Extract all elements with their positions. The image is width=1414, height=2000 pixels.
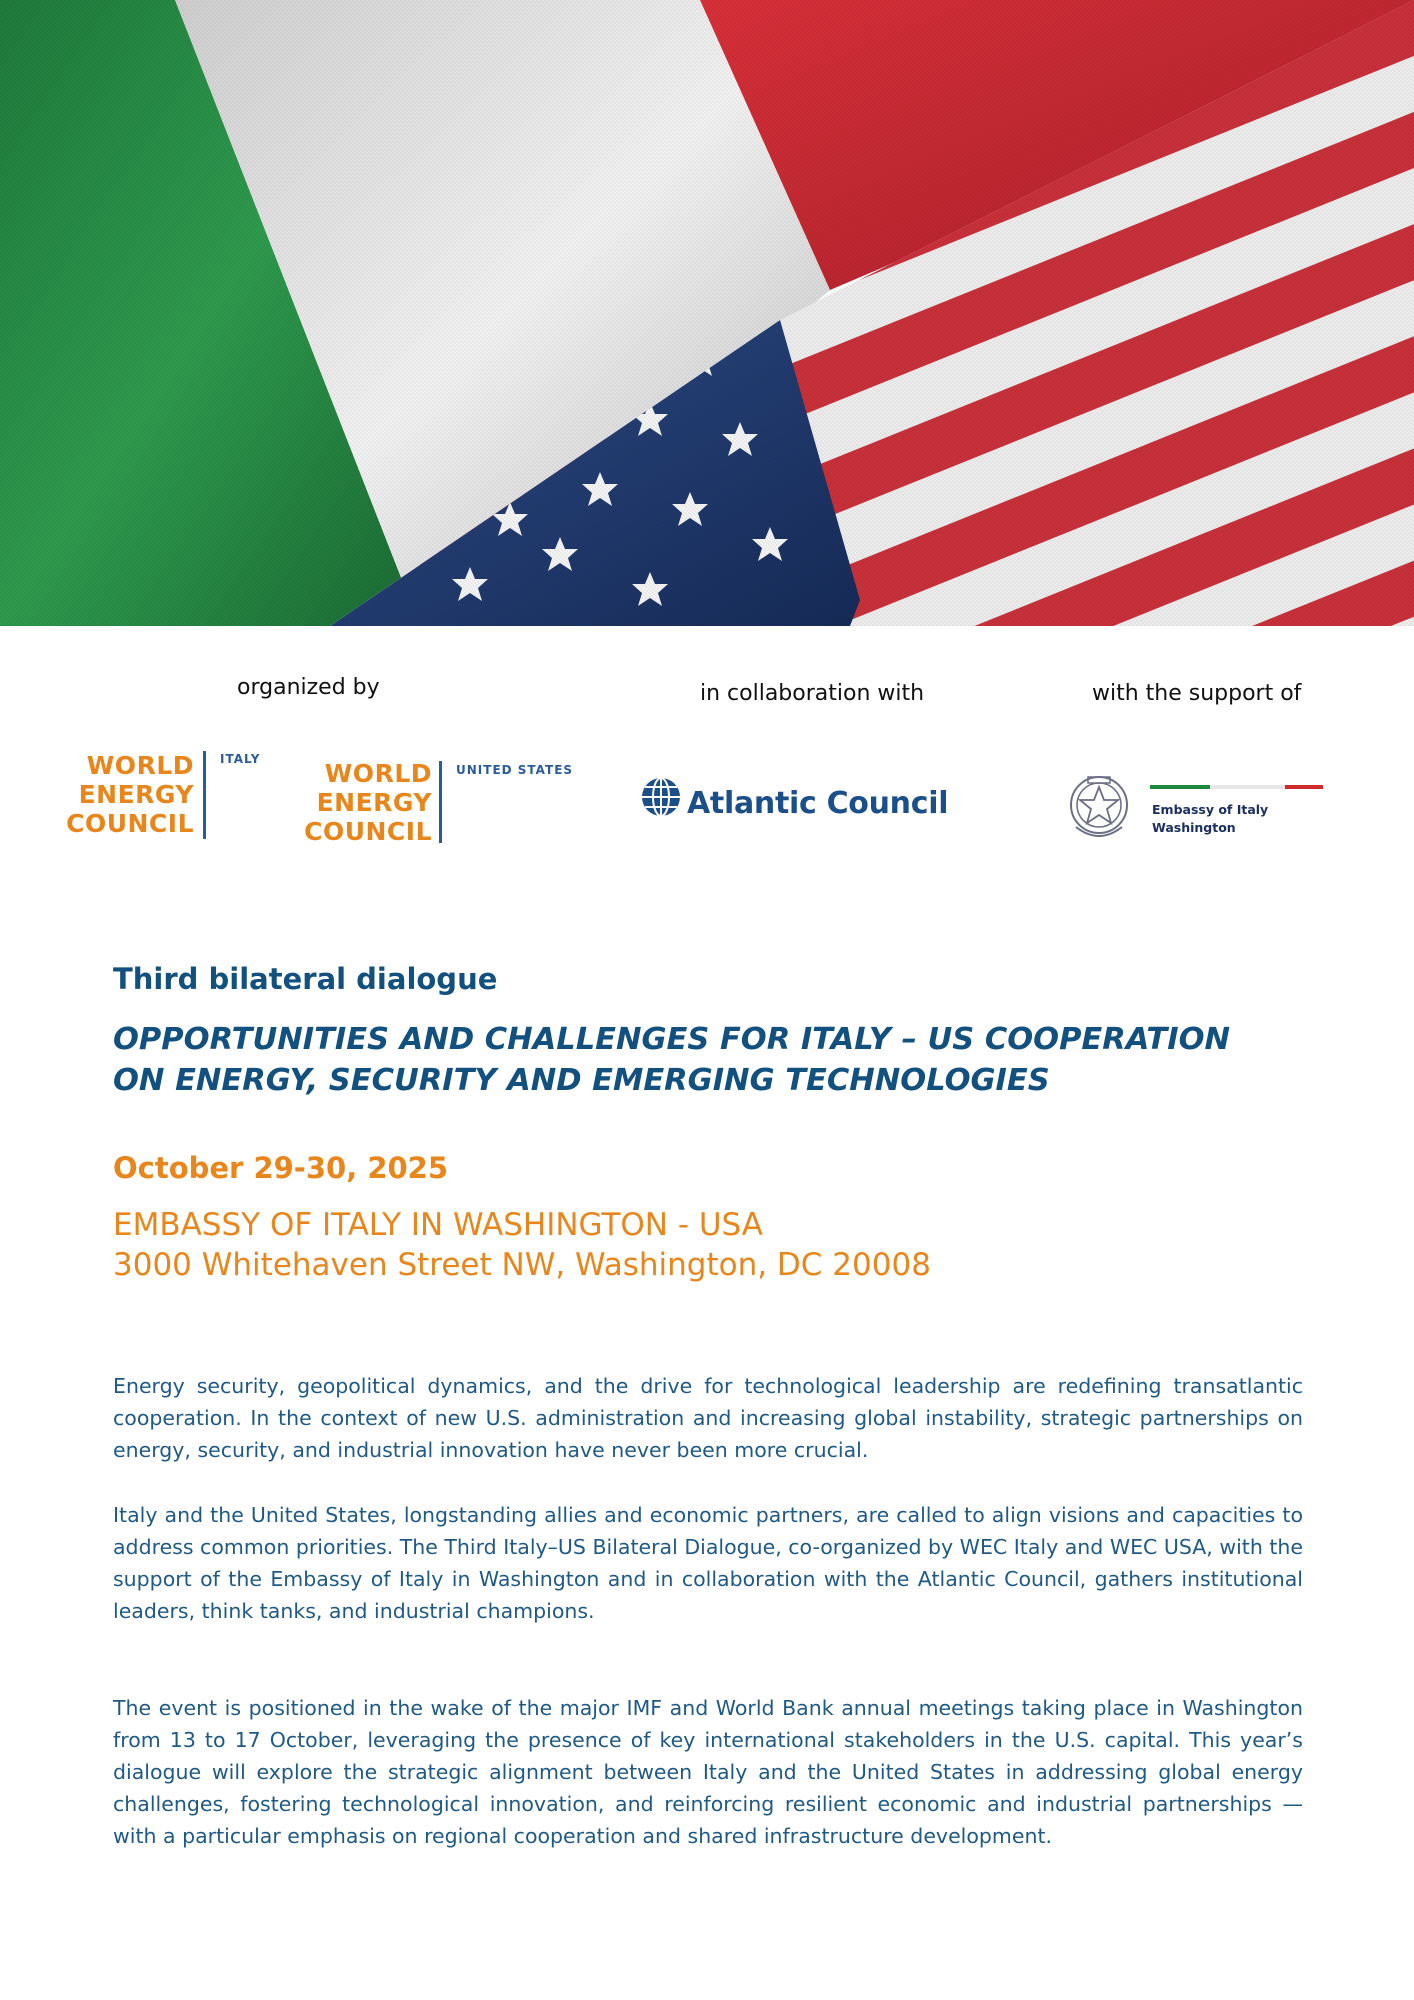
body-paragraph-2: Italy and the United States, longstanding allies and economic partners, are called to align visions and capacities to address common priorities. The Third Italy–US Bilateral Dialogue, co-organized by WEC Italy and WEC USA, with the support of the Embassy of Italy in Washington and in collaboration with the Atlantic Council, gathers institutional leaders, think tanks, and industrial champions. [113, 1503, 1303, 1623]
wec-italy-line-2: ENERGY [78, 780, 194, 809]
event-title [113, 1019, 1313, 1101]
wec-us-line-1: WORLD [324, 759, 432, 788]
italy-usa-flags-icon [0, 0, 1414, 626]
event-title-line-1: OPPORTUNITIES AND CHALLENGES FOR ITALY – US COOPERATION [113, 1022, 1231, 1057]
event-date: October 29-30, 2025 [113, 1151, 449, 1185]
wec-us-country: UNITED STATES [456, 763, 574, 777]
organized-by-label: organized by [237, 675, 380, 700]
body-paragraph-1: Energy security, geopolitical dynamics, and the drive for technological leadership are redefining transatlantic cooperation. In the context of new U.S. administration and increasing global instability, strategic partnerships on energy, security, and industrial innovation have never been more crucial. [113, 1374, 1303, 1462]
wec-us-divider [439, 761, 442, 843]
embassy-name [1152, 801, 1268, 837]
wec-us-line-3: COUNCIL [304, 817, 432, 846]
wec-italy-logo [62, 751, 194, 838]
wec-italy-country: ITALY [220, 752, 261, 766]
embassy-stripe-white [1210, 785, 1285, 789]
wec-us-logo [302, 759, 432, 846]
embassy-name-line-1: Embassy of Italy [1152, 802, 1269, 817]
body-paragraph-3: The event is positioned in the wake of the major IMF and World Bank annual meetings taking place in Washington from 13 to 17 October, leveraging the presence of key international stakeholders in the U.S. capital. This year’s dialogue will explore the strategic alignment between Italy and the United States in addressing global energy challenges, fostering technological innovation, and reinforcing resilient economic and industrial partnerships — with a particular emphasis on regional cooperation and shared infrastructure development. [113, 1696, 1303, 1848]
atlantic-council-name: Atlantic Council [687, 786, 949, 821]
event-subtitle: Third bilateral dialogue [113, 962, 498, 996]
hero-flags-image [0, 0, 1414, 626]
event-title-line-2: ON ENERGY, SECURITY AND EMERGING TECHNOLOGIES [113, 1063, 1050, 1098]
wec-us-line-2: ENERGY [316, 788, 432, 817]
embassy-name-line-2: Washington [1152, 820, 1236, 835]
wec-italy-line-3: COUNCIL [66, 809, 194, 838]
embassy-stripe-green [1150, 785, 1210, 789]
italian-emblem-icon [1066, 769, 1132, 845]
event-venue-line-2: 3000 Whitehaven Street NW, Washington, DC 20008 [113, 1247, 931, 1283]
event-venue-line-1: EMBASSY OF ITALY IN WASHINGTON - USA [113, 1207, 764, 1243]
wec-italy-divider [203, 751, 206, 839]
support-label: with the support of [1092, 681, 1302, 706]
collaboration-label: in collaboration with [700, 681, 925, 706]
embassy-stripe-red [1285, 785, 1323, 789]
wec-italy-line-1: WORLD [86, 751, 194, 780]
event-venue [113, 1205, 931, 1285]
